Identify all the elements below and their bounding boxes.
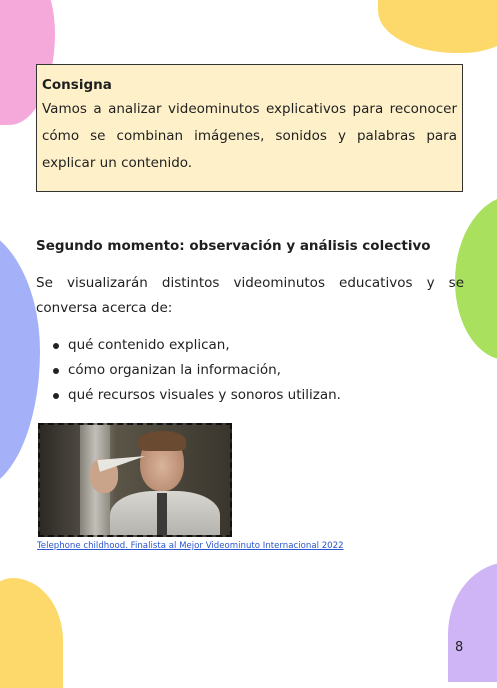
list-item-text: qué contenido explican, bbox=[68, 337, 230, 353]
consigna-box bbox=[36, 64, 463, 192]
decorative-blob-purple bbox=[448, 562, 497, 682]
bullet-icon bbox=[53, 368, 59, 374]
decorative-blob-blue bbox=[0, 225, 40, 490]
consigna-title: Consigna bbox=[42, 77, 112, 93]
decorative-blob-yellow-top bbox=[378, 0, 497, 53]
video-thumbnail[interactable] bbox=[38, 423, 232, 537]
section-heading: Segundo momento: observación y análisis colectivo bbox=[36, 238, 431, 254]
bullet-icon bbox=[53, 343, 59, 349]
page-number: 8 bbox=[455, 640, 464, 655]
consigna-text: Vamos a analizar videominutos explicativos para reconocer cómo se combinan imágenes, sonidos y palabras para explicar un contenido. bbox=[42, 101, 457, 171]
section-paragraph: Se visualizarán distintos videominutos educativos y se conversa acerca de: bbox=[36, 275, 464, 316]
list-item-text: qué recursos visuales y sonoros utilizan. bbox=[68, 387, 341, 403]
bullet-icon bbox=[53, 393, 59, 399]
decorative-blob-yellow-bottom bbox=[0, 578, 63, 688]
bullet-list bbox=[36, 333, 341, 408]
list-item bbox=[36, 333, 341, 358]
list-item bbox=[36, 383, 341, 408]
video-caption-link[interactable]: Telephone childhood. Finalista al Mejor Videominuto Internacional 2022 bbox=[37, 541, 344, 551]
list-item bbox=[36, 358, 341, 383]
list-item-text: cómo organizan la información, bbox=[68, 362, 281, 378]
